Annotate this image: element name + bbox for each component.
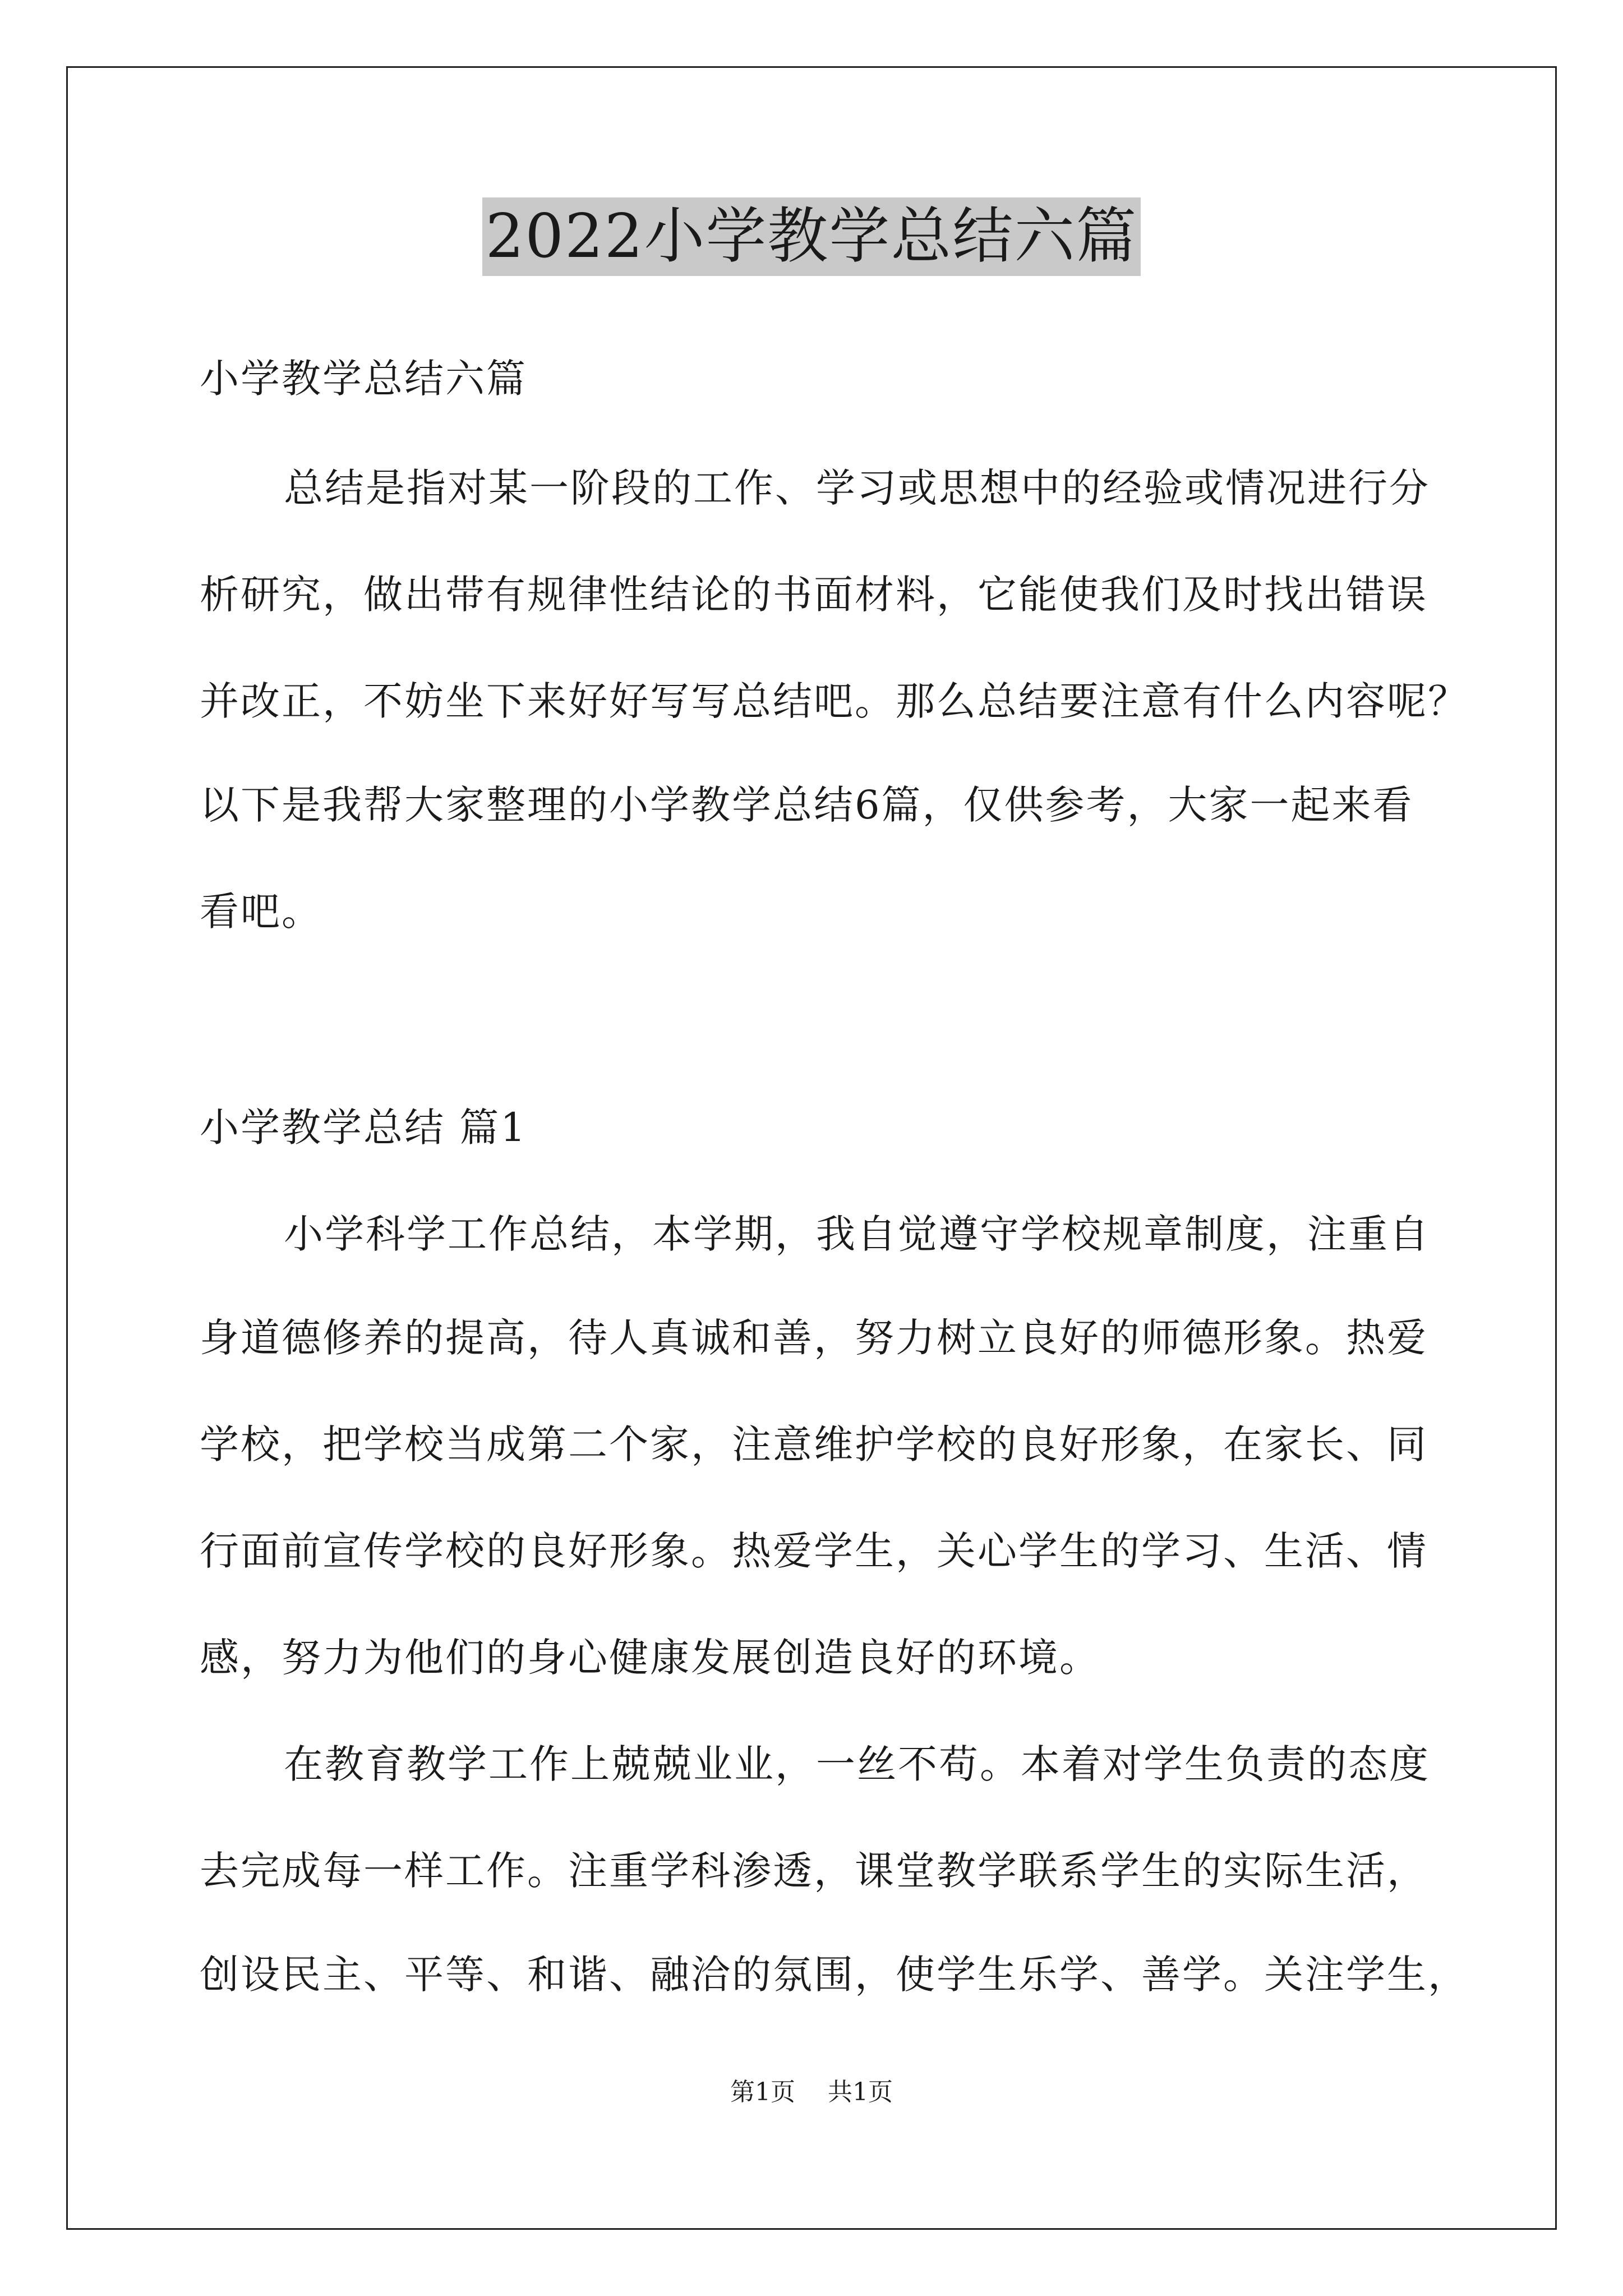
page-number: 第1页 [730, 2078, 795, 2106]
paragraph-line: 去完成每一样工作。注重学科渗透，课堂教学联系学生的实际生活， [200, 1848, 1428, 1894]
title-wrap [0, 197, 1623, 276]
paragraph-line: 行面前宣传学校的良好形象。热爱学生，关心学生的学习、生活、情 [200, 1528, 1428, 1574]
intro-line: 总结是指对某一阶段的工作、学习或思想中的经验或情况进行分 [284, 465, 1430, 511]
document-title: 2022小学教学总结六篇 [482, 197, 1141, 276]
paragraph-line: 小学科学工作总结，本学期，我自觉遵守学校规章制度，注重自 [284, 1211, 1430, 1257]
section-heading: 小学教学总结 篇1 [200, 1105, 527, 1151]
intro-line: 以下是我帮大家整理的小学教学总结6篇，仅供参考，大家一起来看 [200, 782, 1414, 828]
paragraph-line: 身道德修养的提高，待人真诚和善，努力树立良好的师德形象。热爱 [200, 1315, 1428, 1361]
paragraph-line: 感，努力为他们的身心健康发展创造良好的环境。 [200, 1635, 1100, 1681]
paragraph-line: 学校，把学校当成第二个家，注意维护学校的良好形象，在家长、同 [200, 1421, 1428, 1467]
paragraph-line: 创设民主、平等、和谐、融洽的氛围，使学生乐学、善学。关注学生， [200, 1952, 1469, 1998]
paragraph-line: 在教育教学工作上兢兢业业，一丝不苟。本着对学生负责的态度 [284, 1741, 1430, 1787]
page-footer [0, 2076, 1623, 2109]
page-total: 共1页 [828, 2078, 893, 2106]
intro-line: 并改正，不妨坐下来好好写写总结吧。那么总结要注意有什么内容呢？ [200, 678, 1469, 724]
intro-line: 看吧。 [200, 889, 322, 935]
subtitle: 小学教学总结六篇 [200, 356, 527, 402]
intro-line: 析研究，做出带有规律性结论的书面材料，它能使我们及时找出错误 [200, 572, 1428, 618]
